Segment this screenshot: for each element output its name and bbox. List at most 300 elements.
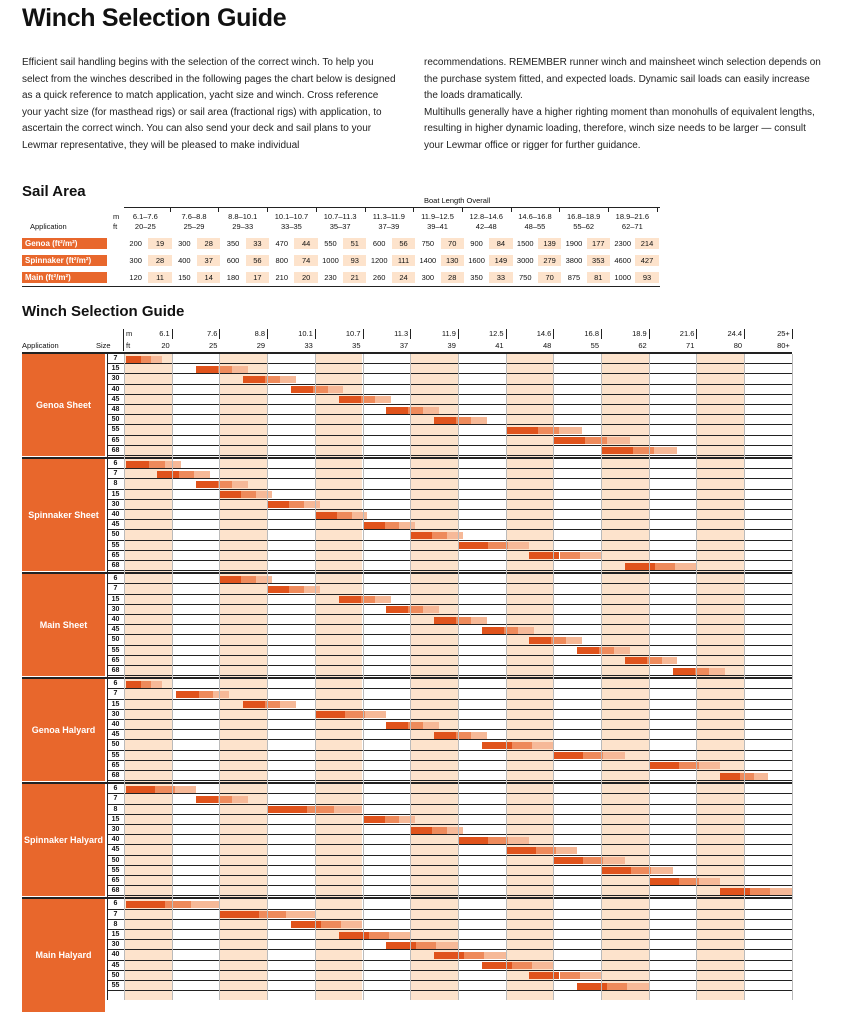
size-label: 8 [113, 480, 118, 488]
winch-range-bar [352, 512, 368, 519]
sail-area-value: 33 [489, 272, 512, 283]
winch-range-bar [585, 437, 606, 444]
tick-divider [267, 329, 268, 339]
range-divider [559, 208, 560, 212]
sail-area-value: 70 [538, 272, 561, 283]
sail-area-value: 1500 [516, 239, 534, 248]
sail-area-value: 200 [129, 239, 142, 248]
winch-range-bar [304, 501, 320, 508]
winch-range-bar [199, 691, 214, 698]
sail-area-row-label: Spinnaker (ft²/m²) [22, 255, 107, 266]
winch-range-bar [291, 386, 313, 393]
size-label: 65 [111, 877, 120, 884]
row-rule [107, 834, 792, 835]
winch-range-bar [141, 681, 151, 688]
sail-area-value: 350 [470, 273, 483, 282]
size-label: 48 [111, 406, 120, 413]
tick-divider [553, 329, 554, 339]
sail-area-value: 177 [587, 238, 610, 249]
tick-divider [696, 329, 697, 339]
sail-area-value: 230 [324, 273, 337, 282]
winch-range-bar [556, 847, 577, 854]
range-m-label: 14.6–16.8 [518, 212, 552, 221]
winch-range-bar [280, 701, 296, 708]
winch-range-bar [625, 657, 647, 664]
winch-range-bar [518, 627, 534, 634]
row-rule [107, 909, 792, 910]
sail-area-value: 33 [246, 238, 269, 249]
size-label: 50 [111, 741, 120, 749]
winch-range-bar [580, 552, 601, 559]
tick-divider [792, 329, 793, 339]
column-rule [649, 354, 650, 1000]
sail-area-value: 56 [246, 255, 269, 266]
sail-area-value: 750 [519, 273, 532, 282]
size-label: 68 [111, 772, 120, 779]
size-label: 30 [111, 500, 120, 508]
winch-range-bar [740, 773, 753, 780]
winch-range-bar [607, 983, 627, 990]
row-rule [107, 688, 792, 689]
tick-m-label: 14.6 [536, 329, 552, 338]
sail-area-value: 300 [178, 239, 191, 248]
size-label: 15 [111, 700, 120, 708]
winch-range-bar [232, 796, 248, 803]
winch-range-bar [363, 522, 385, 529]
size-label: 45 [111, 626, 120, 634]
winch-range-bar [580, 972, 601, 979]
row-rule [107, 960, 792, 961]
row-rule [107, 435, 792, 436]
sail-area-value: 130 [441, 255, 464, 266]
size-label: 7 [113, 355, 118, 362]
tick-m-label: 10.7 [345, 329, 361, 338]
winch-range-bar [165, 901, 191, 908]
winch-range-bar [699, 878, 720, 885]
row-rule [107, 363, 792, 364]
range-divider [511, 208, 512, 212]
winch-range-bar [482, 962, 512, 969]
guide-application-label: Application [22, 341, 59, 350]
winch-range-bar [603, 857, 624, 864]
row-rule [107, 939, 792, 940]
winch-range-bar [434, 732, 456, 739]
row-rule [107, 739, 792, 740]
row-rule [107, 875, 792, 876]
winch-range-bar [423, 407, 439, 414]
row-rule [107, 604, 792, 605]
row-rule [107, 970, 792, 971]
winch-range-bar [423, 606, 439, 613]
winch-range-bar [386, 942, 416, 949]
tick-ft-label: 20 [161, 341, 170, 350]
winch-range-bar [750, 888, 770, 895]
winch-range-bar [553, 752, 583, 759]
tick-divider [506, 329, 507, 339]
sail-area-value: 1600 [468, 256, 485, 265]
sail-area-row-label: Genoa (ft²/m²) [22, 238, 107, 249]
winch-range-bar [126, 356, 141, 363]
row-rule [107, 655, 792, 656]
sail-area-heading: Sail Area [22, 183, 86, 200]
size-label: 65 [111, 761, 120, 769]
column-rule [172, 354, 173, 1000]
size-label: 68 [111, 446, 120, 454]
size-label: 6 [113, 680, 118, 688]
winch-range-bar [385, 816, 400, 823]
tick-divider [315, 329, 316, 339]
tick-m-label: 11.3 [394, 329, 409, 338]
sail-area-value: 120 [129, 273, 142, 282]
winch-range-bar [432, 532, 447, 539]
size-label: 30 [111, 710, 120, 718]
sail-area-value: 56 [392, 238, 415, 249]
sail-area-value: 149 [489, 255, 512, 266]
winch-range-bar [259, 911, 286, 918]
winch-range-bar [560, 972, 580, 979]
sail-area-value: 111 [392, 255, 415, 266]
winch-range-bar [709, 668, 725, 675]
winch-range-bar [165, 461, 181, 468]
sail-area-value: 74 [294, 255, 317, 266]
size-label: 30 [111, 941, 120, 949]
winch-range-bar [386, 722, 408, 729]
sail-area-value: 180 [226, 273, 240, 282]
winch-range-bar [434, 417, 456, 424]
tick-m-label: 11.9 [441, 329, 456, 338]
size-label: 55 [111, 982, 120, 989]
row-rule [107, 499, 792, 500]
winch-range-bar [434, 952, 464, 959]
row-rule [107, 949, 792, 950]
range-m-label: 7.6–8.8 [181, 212, 207, 221]
row-rule [107, 540, 792, 541]
sail-area-bottom-rule [22, 286, 660, 287]
winch-range-bar [141, 356, 151, 363]
winch-range-bar [369, 932, 389, 939]
row-rule [107, 645, 792, 646]
size-label: 40 [111, 836, 120, 844]
sail-area-value: 214 [635, 238, 658, 249]
row-rule [107, 384, 792, 385]
sail-area-value: 875 [567, 273, 581, 282]
column-rule [792, 354, 793, 1000]
guide-size-label: Size [96, 341, 111, 350]
tick-m-label: 12.5 [488, 329, 504, 338]
tick-ft-label: 37 [399, 341, 409, 350]
size-label: 15 [111, 490, 120, 498]
tick-m-label: 10.1 [298, 329, 313, 338]
winch-range-bar [385, 522, 400, 529]
sail-area-header-rule [124, 207, 660, 208]
size-label: 68 [111, 562, 120, 569]
winch-range-bar [399, 816, 415, 823]
row-rule [107, 529, 792, 530]
column-rule [124, 354, 125, 1000]
tick-divider [744, 329, 745, 339]
size-label: 7 [113, 690, 118, 698]
size-label: 7 [113, 910, 118, 918]
winch-range-bar [256, 576, 272, 583]
winch-range-bar [512, 742, 532, 749]
size-label: 40 [111, 721, 120, 728]
sail-area-value: 210 [275, 273, 289, 282]
winch-range-bar [649, 878, 679, 885]
range-divider [267, 208, 268, 212]
winch-range-bar [151, 356, 162, 363]
range-divider [657, 208, 658, 212]
winch-range-bar [267, 501, 289, 508]
winch-range-bar [482, 742, 512, 749]
guide-heading: Winch Selection Guide [22, 303, 185, 320]
sail-area-row-label: Main (ft²/m²) [22, 272, 107, 283]
winch-range-bar [386, 407, 408, 414]
range-ft-label: 20–25 [134, 222, 156, 231]
group-label: Spinnaker Sheet [22, 459, 105, 571]
winch-range-bar [196, 481, 218, 488]
size-label: 30 [111, 375, 120, 383]
row-rule [107, 489, 792, 490]
tick-ft-label: 39 [447, 341, 456, 350]
range-divider [462, 208, 463, 212]
sail-area-value: 400 [178, 256, 191, 265]
winch-range-bar [307, 806, 334, 813]
row-rule [107, 770, 792, 771]
row-rule [107, 594, 792, 595]
winch-range-bar [334, 806, 363, 813]
row-rule [107, 844, 792, 845]
group-rule [22, 782, 792, 784]
winch-range-bar [126, 461, 149, 468]
winch-range-bar [289, 586, 304, 593]
range-m-label: 10.7–11.3 [323, 212, 357, 221]
winch-range-bar [232, 481, 248, 488]
range-divider [316, 208, 317, 212]
winch-range-bar [651, 867, 672, 874]
winch-range-bar [754, 773, 768, 780]
column-rule [601, 354, 602, 1000]
size-label: 15 [111, 365, 120, 373]
row-rule [107, 699, 792, 700]
winch-range-bar [655, 563, 675, 570]
size-label: 55 [111, 751, 120, 759]
range-ft-label: 29–33 [232, 222, 254, 231]
range-ft-label: 37–39 [378, 222, 400, 231]
tick-ft-label: 71 [686, 341, 695, 350]
winch-range-bar [566, 637, 582, 644]
size-label: 15 [111, 931, 120, 938]
winch-range-bar [484, 952, 505, 959]
range-divider [365, 208, 366, 212]
guide-unit-m: m [126, 329, 133, 338]
size-label: 45 [111, 731, 120, 739]
sail-area-application-label: Application [30, 222, 67, 231]
size-label: 65 [111, 551, 120, 559]
range-divider [413, 208, 414, 212]
winch-range-bar [432, 827, 447, 834]
tick-ft-label: 62 [638, 341, 647, 350]
range-divider [608, 208, 609, 212]
winch-range-bar [577, 983, 607, 990]
winch-range-bar [386, 606, 408, 613]
group-rule [22, 352, 792, 354]
sail-area-value: 139 [538, 238, 561, 249]
sail-area-value: 3000 [516, 256, 534, 265]
tick-m-label: 25+ [777, 329, 790, 338]
row-rule [107, 855, 792, 856]
tick-divider [363, 329, 364, 339]
winch-range-bar [559, 427, 582, 434]
winch-range-bar [410, 532, 432, 539]
winch-range-bar [339, 396, 361, 403]
row-rule [107, 414, 792, 415]
range-ft-label: 42–48 [475, 222, 497, 231]
winch-range-bar [126, 901, 165, 908]
winch-range-bar [458, 837, 488, 844]
winch-range-bar [601, 867, 631, 874]
winch-range-bar [614, 647, 630, 654]
winch-range-bar [506, 847, 536, 854]
winch-range-bar [532, 742, 553, 749]
range-ft-label: 35–37 [329, 222, 351, 231]
winch-range-bar [436, 942, 457, 949]
tick-ft-label: 35 [352, 341, 361, 350]
row-rule [107, 478, 792, 479]
sail-area-value: 93 [343, 255, 366, 266]
size-label: 50 [111, 636, 120, 644]
group-label: Spinnaker Halyard [22, 784, 105, 896]
group-label: Main Halyard [22, 899, 105, 1011]
column-rule [267, 354, 268, 1000]
range-divider [218, 208, 219, 212]
winch-range-bar [315, 512, 337, 519]
winch-range-bar [633, 447, 654, 454]
winch-range-bar [447, 827, 463, 834]
winch-range-bar [219, 491, 241, 498]
size-label: 68 [111, 667, 120, 674]
row-rule [107, 824, 792, 825]
size-label: 40 [111, 511, 120, 518]
column-rule [506, 354, 507, 1000]
sail-area-value: 300 [421, 273, 435, 282]
size-label: 50 [111, 531, 120, 539]
winch-range-bar [416, 942, 436, 949]
tick-m-label: 8.8 [254, 329, 266, 338]
winch-range-bar [673, 668, 695, 675]
row-rule [107, 793, 792, 794]
column-rule [696, 354, 697, 1000]
sail-area-value: 279 [538, 255, 561, 266]
tick-m-label: 6.1 [159, 329, 170, 338]
sail-area-value: 750 [421, 239, 435, 248]
winch-range-bar [410, 827, 432, 834]
winch-range-bar [529, 637, 551, 644]
sail-area-value: 3800 [565, 256, 583, 265]
sail-area-unit-m: m [113, 212, 120, 221]
winch-range-bar [607, 437, 630, 444]
winch-range-bar [126, 786, 155, 793]
winch-range-bar [280, 376, 296, 383]
winch-range-bar [256, 491, 272, 498]
sail-area-value: 28 [197, 238, 220, 249]
sail-area-value: 353 [587, 255, 610, 266]
tick-divider [219, 329, 220, 339]
winch-range-bar [699, 762, 720, 769]
range-m-label: 16.8–18.9 [566, 212, 601, 221]
size-label: 50 [111, 971, 120, 979]
winch-range-bar [423, 722, 439, 729]
tick-m-label: 16.8 [584, 329, 599, 338]
winch-range-bar [553, 857, 583, 864]
winch-range-bar [577, 647, 599, 654]
row-rule [107, 468, 792, 469]
sail-area-value: 70 [441, 238, 464, 249]
tick-ft-label: 80 [733, 341, 743, 350]
column-rule [315, 354, 316, 1000]
winch-range-bar [304, 586, 320, 593]
row-rule [107, 373, 792, 374]
sail-area-value: 260 [372, 273, 386, 282]
row-rule [107, 760, 792, 761]
column-rule [219, 354, 220, 1000]
sail-area-value: 93 [635, 272, 658, 283]
row-rule [107, 394, 792, 395]
winch-range-bar [243, 376, 265, 383]
row-rule [107, 675, 792, 676]
winch-range-bar [625, 563, 655, 570]
row-rule [107, 634, 792, 635]
page-title: Winch Selection Guide [22, 4, 287, 32]
tick-ft-label: 33 [304, 341, 313, 350]
unit-divider [123, 329, 124, 351]
winch-range-bar [339, 932, 369, 939]
range-m-label: 18.9–21.6 [615, 212, 650, 221]
group-rule [22, 897, 792, 899]
winch-range-bar [241, 576, 256, 583]
tick-m-label: 7.6 [206, 329, 218, 338]
winch-range-bar [471, 417, 487, 424]
winch-range-bar [151, 681, 162, 688]
winch-range-bar [529, 552, 559, 559]
winch-range-bar [471, 617, 487, 624]
intro-paragraph: Multihulls generally have a higher righting moment than monohulls of equivalent lengths, resulting in higher dynamic loading, therefore, winch size needs to be larger — consult your Lewmar office or rigger for further guidance. [424, 106, 815, 151]
winch-range-bar [191, 901, 219, 908]
winch-range-bar [291, 921, 321, 928]
row-rule [107, 895, 792, 896]
tick-m-label: 24.4 [727, 329, 743, 338]
range-ft-label: 62–71 [621, 222, 643, 231]
column-rule [458, 354, 459, 1000]
winch-range-bar [337, 512, 352, 519]
winch-range-bar [328, 386, 344, 393]
size-label: 68 [111, 887, 120, 895]
winch-range-bar [126, 681, 141, 688]
winch-range-bar [241, 491, 256, 498]
size-label: 55 [111, 646, 120, 654]
tick-ft-label: 48 [542, 341, 552, 350]
size-label: 30 [111, 605, 120, 613]
group-rule [22, 457, 792, 459]
winch-range-bar [243, 701, 265, 708]
size-label: 40 [111, 951, 120, 959]
winch-range-bar [447, 532, 463, 539]
row-rule [107, 665, 792, 666]
sail-area-value: 470 [275, 239, 289, 248]
size-label: 30 [111, 826, 120, 833]
winch-range-bar [560, 552, 580, 559]
sail-area-value: 19 [148, 238, 171, 249]
winch-range-bar [464, 952, 484, 959]
